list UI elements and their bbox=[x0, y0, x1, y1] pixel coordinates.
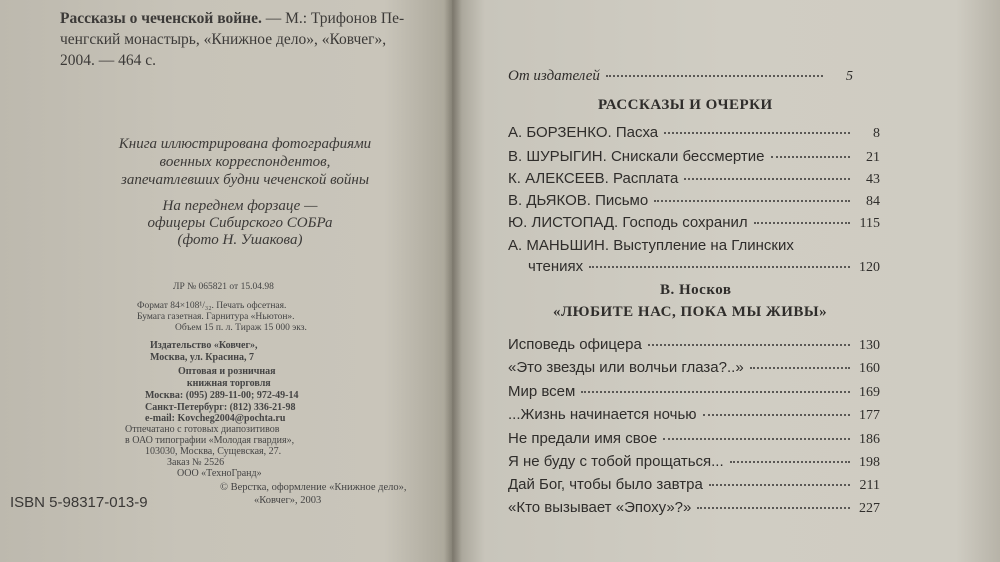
isbn: ISBN 5-98317-013-9 bbox=[10, 494, 148, 511]
toc-entry-noskov-1 bbox=[508, 336, 880, 354]
toc-entry-story-4 bbox=[508, 192, 880, 210]
section-heading-love-us: «ЛЮБИТЕ НАС, ПОКА МЫ ЖИВЫ» bbox=[553, 304, 828, 320]
toc-entry-title: Не предали имя свое bbox=[508, 430, 658, 447]
leader-dots bbox=[648, 344, 850, 346]
toc-entry-title: Мир всем bbox=[508, 383, 576, 400]
toc-page-number: 227 bbox=[859, 501, 880, 516]
copyright: © Верстка, оформление «Книжное дело», «Ковчег», 2003 bbox=[220, 482, 407, 506]
section-author: В. Носков bbox=[660, 282, 732, 298]
leader-dots bbox=[663, 438, 850, 440]
toc-entry-story-1 bbox=[508, 124, 880, 142]
endpaper-note: На переднем форзаце — офицеры Сибирского СОБРа (фото Н. Ушакова) bbox=[147, 198, 333, 248]
book-gutter bbox=[444, 0, 462, 562]
trade-info: Оптовая и розничная книжная торговля bbox=[178, 366, 276, 389]
toc-entry-title: Исповедь офицера bbox=[508, 336, 642, 353]
illustrations-note: Книга иллюстрирована фотографиями военных корреспондентов, запечатлевших будни чеченской войны bbox=[118, 136, 372, 188]
toc-page-number: 169 bbox=[859, 385, 880, 400]
biblio-line-3: 2004. — 464 с. bbox=[60, 52, 157, 69]
leader-dots bbox=[750, 367, 850, 369]
toc-page-number: 84 bbox=[866, 194, 880, 209]
toc-entry-intro: От издателей 5 bbox=[508, 68, 853, 84]
toc-entry-noskov-2 bbox=[508, 359, 880, 377]
toc-page-number: 43 bbox=[866, 172, 880, 187]
toc-page-number: 186 bbox=[859, 432, 880, 447]
section-heading-stories: РАССКАЗЫ И ОЧЕРКИ bbox=[598, 97, 773, 113]
toc-entry-title: А. БОРЗЕНКО. Пасха bbox=[508, 124, 659, 141]
leader-dots bbox=[730, 461, 850, 463]
toc-page-number: 8 bbox=[873, 126, 880, 141]
toc-page-number: 115 bbox=[859, 216, 880, 231]
leader-dots bbox=[654, 200, 850, 202]
toc-entry-noskov-3 bbox=[508, 383, 880, 401]
toc-entry-title: В. ДЬЯКОВ. Письмо bbox=[508, 192, 649, 209]
toc-entry-title: Дай Бог, чтобы было завтра bbox=[508, 476, 703, 493]
toc-page-number: 211 bbox=[859, 478, 880, 493]
printing-info: Отпечатано с готовых диапозитивов в ОАО типографии «Молодая гвардия», 103030, Москва, Сущевская, 27. Заказ № 2526 ООО «ТехноГранд» bbox=[125, 424, 295, 479]
toc-entry-story-2 bbox=[508, 148, 880, 166]
leader-dots bbox=[664, 132, 850, 134]
toc-entry-noskov-4 bbox=[508, 406, 880, 424]
toc-entry-title: ...Жизнь начинается ночью bbox=[508, 406, 697, 423]
leader-dots bbox=[771, 156, 850, 158]
toc-page-number: 120 bbox=[859, 260, 880, 275]
toc-entry-story-3 bbox=[508, 170, 880, 188]
toc-page-number: 177 bbox=[859, 408, 880, 423]
contacts: Москва: (095) 289-11-00; 972-49-14 Санкт-Петербург: (812) 336-21-98 e-mail: Kovcheg2004@pochta.ru bbox=[145, 390, 299, 424]
license-number: ЛР № 065821 от 15.04.98 bbox=[173, 282, 274, 292]
toc-entry-title: А. МАНЬШИН. Выступление на Глинских bbox=[508, 237, 794, 254]
biblio-line-1: Рассказы о чеченской войне. — М.: Трифонов Пе- bbox=[60, 10, 405, 27]
toc-entry-title: «Кто вызывает «Эпоху»?» bbox=[508, 499, 692, 516]
leader-dots bbox=[697, 507, 850, 509]
book-title: Рассказы о чеченской войне. bbox=[60, 10, 262, 27]
toc-entry-story-6 bbox=[508, 237, 880, 254]
biblio-line-2: ченгский монастырь, «Книжное дело», «Ковчег», bbox=[60, 31, 387, 48]
toc-entry-story-5 bbox=[508, 214, 880, 232]
leader-dots bbox=[684, 178, 850, 180]
toc-entry-title: «Это звезды или волчьи глаза?..» bbox=[508, 359, 744, 376]
print-format: Формат 84×108¹/₃₂. Печать офсетная. Бумага газетная. Гарнитура «Ньютон». Объем 15 п. л. Тираж 15 000 экз. bbox=[137, 301, 307, 333]
toc-entry-story-7 bbox=[528, 258, 880, 276]
leader-dots bbox=[589, 266, 850, 268]
toc-entry-noskov-5 bbox=[508, 430, 880, 448]
leader-dots bbox=[754, 222, 850, 224]
toc-page-number: 130 bbox=[859, 338, 880, 353]
leader-dots bbox=[709, 484, 850, 486]
toc-entry-noskov-6 bbox=[508, 453, 880, 471]
publisher-info: Издательство «Ковчег», Москва, ул. Красина, 7 bbox=[150, 340, 258, 363]
toc-entry-title: Ю. ЛИСТОПАД. Господь сохранил bbox=[508, 214, 748, 231]
leader-dots bbox=[581, 391, 850, 393]
toc-entry-noskov-7 bbox=[508, 476, 880, 494]
toc-entry-title: В. ШУРЫГИН. Снискали бессмертие bbox=[508, 148, 765, 165]
toc-page-number: 21 bbox=[866, 150, 880, 165]
toc-page-number: 198 bbox=[859, 455, 880, 470]
toc-entry-title: чтениях bbox=[528, 258, 584, 275]
bibliographic-record bbox=[60, 8, 404, 71]
leader-dots bbox=[703, 414, 850, 416]
toc-page-number: 160 bbox=[859, 361, 880, 376]
toc-entry-title: К. АЛЕКСЕЕВ. Расплата bbox=[508, 170, 679, 187]
toc-entry-title: Я не буду с тобой прощаться... bbox=[508, 453, 724, 470]
toc-entry-noskov-8 bbox=[508, 499, 880, 517]
